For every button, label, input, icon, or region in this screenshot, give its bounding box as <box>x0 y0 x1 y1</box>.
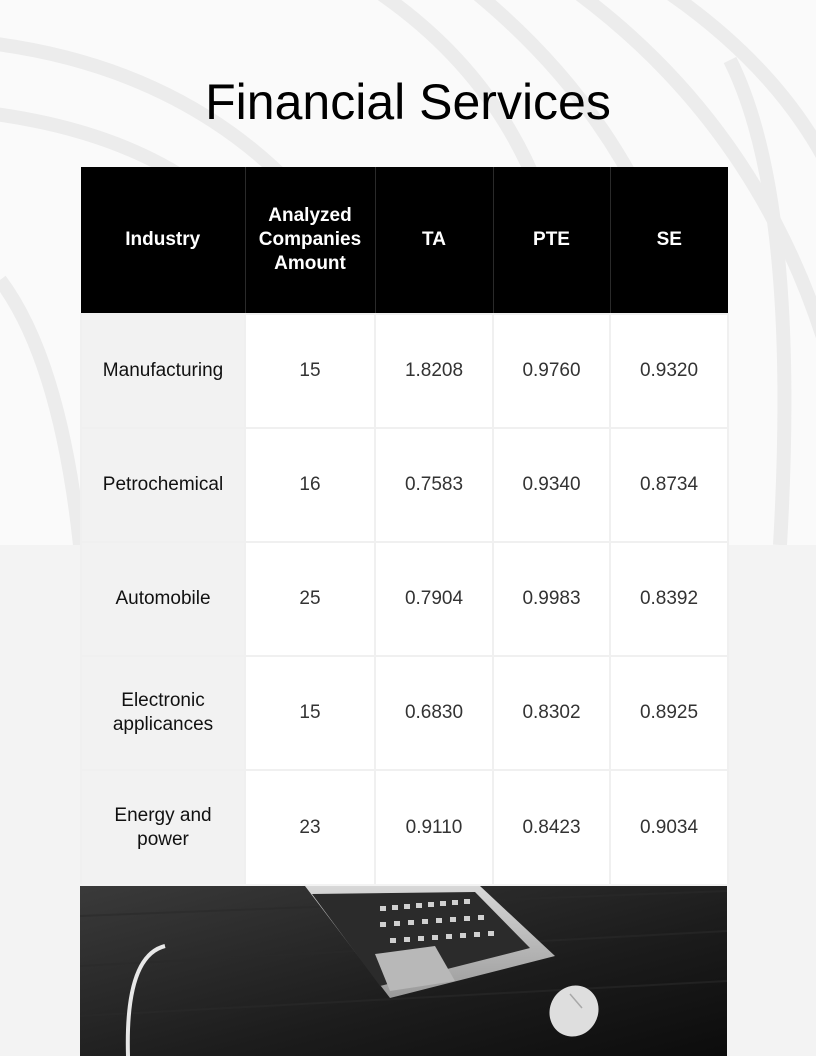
cell-se: 0.9320 <box>610 314 728 428</box>
cell-ta: 0.6830 <box>375 656 493 770</box>
header-ta: TA <box>375 167 493 314</box>
cell-se: 0.8392 <box>610 542 728 656</box>
cell-amount: 23 <box>245 770 375 884</box>
laptop-and-mouse-photo <box>80 886 727 1056</box>
cell-pte: 0.8302 <box>493 656 610 770</box>
cell-ta: 0.9110 <box>375 770 493 884</box>
header-se: SE <box>610 167 728 314</box>
cell-se: 0.8925 <box>610 656 728 770</box>
table-row <box>81 656 728 770</box>
cell-ta: 0.7904 <box>375 542 493 656</box>
header-analyzed-companies-amount: Analyzed Companies Amount <box>245 167 375 314</box>
cell-industry: Manufacturing <box>81 314 245 428</box>
page-title: Financial Services <box>205 74 611 130</box>
table-row <box>81 314 728 428</box>
cell-pte: 0.9760 <box>493 314 610 428</box>
header-industry: Industry <box>81 167 245 314</box>
cell-industry: Electronic applicances <box>81 656 245 770</box>
cell-amount: 16 <box>245 428 375 542</box>
table-row <box>81 542 728 656</box>
laptop-photo-illustration <box>80 886 727 1056</box>
header-pte: PTE <box>493 167 610 314</box>
table-row <box>81 428 728 542</box>
cell-se: 0.9034 <box>610 770 728 884</box>
cell-ta: 0.7583 <box>375 428 493 542</box>
table-row <box>81 770 728 884</box>
cell-se: 0.8734 <box>610 428 728 542</box>
cell-industry: Petrochemical <box>81 428 245 542</box>
cell-pte: 0.8423 <box>493 770 610 884</box>
industry-metrics-table <box>80 167 729 884</box>
cell-pte: 0.9983 <box>493 542 610 656</box>
cell-amount: 25 <box>245 542 375 656</box>
table-header-row <box>81 167 728 314</box>
cell-industry: Energy and power <box>81 770 245 884</box>
cell-amount: 15 <box>245 656 375 770</box>
cell-amount: 15 <box>245 314 375 428</box>
cell-industry: Automobile <box>81 542 245 656</box>
cell-ta: 1.8208 <box>375 314 493 428</box>
cell-pte: 0.9340 <box>493 428 610 542</box>
